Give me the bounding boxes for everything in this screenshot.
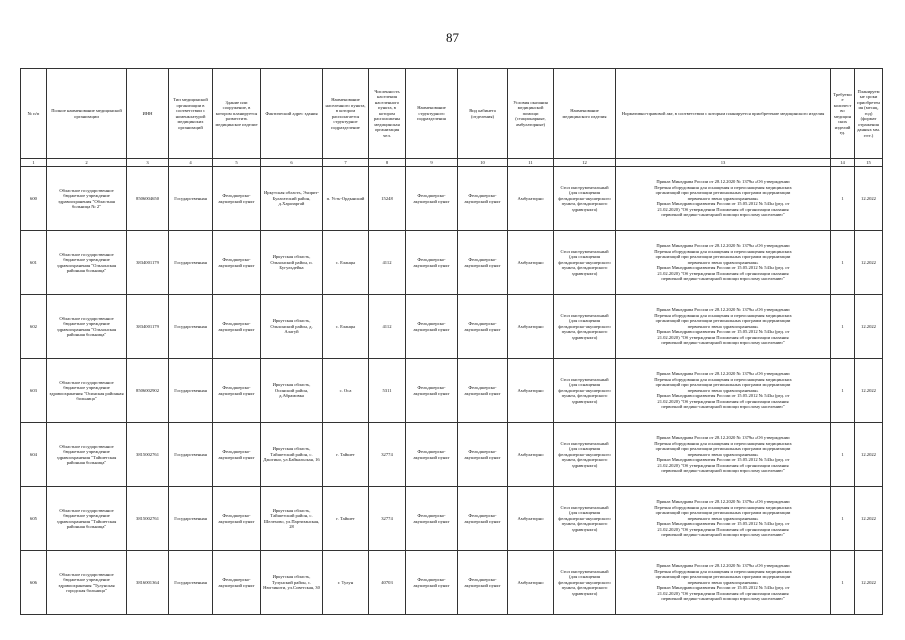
address-cell: Иркутская область, Эхирит-Булагатский район, д.Харазаргай [261,167,323,231]
legal-act-line: 21.02.2020) "Об утверждении Положения об организации оказания [657,270,789,276]
locality-cell: с. Еланцы [323,295,369,359]
population-cell: 40703 [369,551,406,615]
legal-act-line: Перечня оборудования для оснащения и переоснащения медицинских [654,248,792,254]
inn-cell: 8506004650 [127,167,169,231]
column-number: 3 [127,159,169,167]
legal-act-line: 21.02.2020) "Об утверждении Положения об организации оказания [657,206,789,212]
legal-act-line: организаций при реализации региональных программ модернизации [655,510,791,516]
organization-name: Областное государственное бюджетное учреждение здравоохранения "Ольхонская районная больница" [47,295,127,359]
legal-act-line: первичной медико-санитарной помощи взрослому населению" [661,468,785,474]
legal-act-line: Приказ Минздрава России от 28.12.2020 № 1379н «Об утверждении [656,435,790,441]
legal-act-line: 21.02.2020) "Об утверждении Положения об организации оказания [657,462,789,468]
legal-act-line: Приказ Минздрава России от 28.12.2020 № 1379н «Об утверждении [656,563,790,569]
legal-act-line: Приказ Минздравсоцразвития России от 15.05.2012 № 543н (ред. от [656,585,790,591]
table-row [21,487,883,551]
header-cell: Здание или сооружение, в котором планируется разместить медицинское изделие [213,69,261,159]
unit-cell: Фельдшерско-акушерский пункт [406,231,458,295]
address-cell: Иркутская область, Ольхонский район, д. Алагуй [261,295,323,359]
legal-act-line: Приказ Минздравсоцразвития России от 15.05.2012 № 543н (ред. от [656,265,790,271]
population-cell: 4112 [369,231,406,295]
column-number: 1 [21,159,47,167]
organization-type: Государственная [169,551,213,615]
address-cell: Иркутская область, Ольхонский район, п. Бугульдейка [261,231,323,295]
legal-act-line: Приказ Минздравсоцразвития России от 15.05.2012 № 543н (ред. от [656,457,790,463]
population-cell: 4112 [369,295,406,359]
address-cell: Иркутская область, Осинский район, д.Абрамовка [261,359,323,423]
legal-act-line: Перечня оборудования для оснащения и переоснащения медицинских [654,184,792,190]
inn-cell: 8506002902 [127,359,169,423]
legal-act-line: первичной медико-санитарной помощи взрослому населению" [661,340,785,346]
conditions-cell: Амбулаторно [508,551,554,615]
header-row [21,69,883,159]
organization-name: Областное государственное бюджетное учреждение здравоохранения "Тулунская городская больница" [47,551,127,615]
column-number: 11 [508,159,554,167]
term-cell: 12.2022 [855,487,883,551]
unit-cell: Фельдшерско-акушерский пункт [406,551,458,615]
legal-act-line: 21.02.2020) "Об утверждении Положения об организации оказания [657,398,789,404]
row-number: 603 [21,359,47,423]
device-cell: Стол инструментальный (для оснащения фельдшерско-акушерского пункта, фельдшерского здравпункта) [554,551,616,615]
legal-act-line: Перечня оборудования для оснащения и переоснащения медицинских [654,440,792,446]
legal-act-cell [616,167,831,231]
column-number: 5 [213,159,261,167]
legal-act-line: первичного звена здравоохранения» [687,451,759,457]
legal-act-line: Приказ Минздрава России от 28.12.2020 № 1379н «Об утверждении [656,243,790,249]
legal-act-cell [616,295,831,359]
locality-cell: с. Оса [323,359,369,423]
conditions-cell: Амбулаторно [508,423,554,487]
column-number: 13 [616,159,831,167]
unit-cell: Фельдшерско-акушерский пункт [406,359,458,423]
organization-name: Областное государственное бюджетное учреждение здравоохранения "Осинская районная больница" [47,359,127,423]
header-cell: Фактический адрес здания [261,69,323,159]
organization-name: Областное государственное бюджетное учреждение здравоохранения "Тайшетская районная больница" [47,487,127,551]
quantity-cell: 1 [831,487,855,551]
row-number: 604 [21,423,47,487]
device-cell: Стол инструментальный (для оснащения фельдшерско-акушерского пункта, фельдшерского здравпункта) [554,359,616,423]
legal-act-line: Приказ Минздрава России от 28.12.2020 № 1379н «Об утверждении [656,499,790,505]
building-cell: Фельдшерско-акушерский пункт [213,359,261,423]
header-cell: Численность населения населенного пункта, в котором расположены медицинская организация чел. [369,69,406,159]
building-cell: Фельдшерско-акушерский пункт [213,295,261,359]
header-cell: Планируемые сроки приобретения (месяц, год) (формат отражения данных мм. гггг.) [855,69,883,159]
legal-act-line: 21.02.2020) "Об утверждении Положения об организации оказания [657,526,789,532]
quantity-cell: 1 [831,423,855,487]
legal-act-line: организаций при реализации региональных программ модернизации [655,574,791,580]
row-number: 606 [21,551,47,615]
term-cell: 12.2022 [855,551,883,615]
header-cell: Полное наименование медицинской организации [47,69,127,159]
header-cell: Наименование медицинского изделия [554,69,616,159]
locality-cell: п. Усть-Ордынский [323,167,369,231]
organization-type: Государственная [169,231,213,295]
legal-act-line: первичного звена здравоохранения» [687,195,759,201]
population-cell: 5311 [369,359,406,423]
cabinet-cell: Фельдшерско-акушерский пункт [458,231,508,295]
legal-act-line: первичного звена здравоохранения» [687,387,759,393]
term-cell: 12.2022 [855,423,883,487]
legal-act-line: 21.02.2020) "Об утверждении Положения об организации оказания [657,334,789,340]
header-cell: Нормативно-правовой акт, в соответствии с которым планируется приобретение медицинского изделия [616,69,831,159]
legal-act-line: Приказ Минздравсоцразвития России от 15.05.2012 № 543н (ред. от [656,521,790,527]
column-number: 7 [323,159,369,167]
legal-act-line: организаций при реализации региональных программ модернизации [655,190,791,196]
conditions-cell: Амбулаторно [508,231,554,295]
organization-type: Государственная [169,359,213,423]
conditions-cell: Амбулаторно [508,295,554,359]
cabinet-cell: Фельдшерско-акушерский пункт [458,167,508,231]
population-cell: 32774 [369,487,406,551]
column-number: 14 [831,159,855,167]
unit-cell: Фельдшерско-акушерский пункт [406,423,458,487]
legal-act-line: первичного звена здравоохранения» [687,515,759,521]
row-number: 602 [21,295,47,359]
legal-act-line: организаций при реализации региональных программ модернизации [655,318,791,324]
legal-act-cell [616,231,831,295]
legal-act-line: организаций при реализации региональных программ модернизации [655,254,791,260]
inn-cell: 3816001364 [127,551,169,615]
address-cell: Иркутская область, Тулунский район, с. Нюгзиноти, ул.Советская, 30 [261,551,323,615]
population-cell: 32774 [369,423,406,487]
legal-act-line: Перечня оборудования для оснащения и переоснащения медицинских [654,568,792,574]
header-cell: Вид кабинета (отделения) [458,69,508,159]
legal-act-line: первичного звена здравоохранения» [687,259,759,265]
building-cell: Фельдшерско-акушерский пункт [213,551,261,615]
inn-cell: 3834001179 [127,295,169,359]
legal-act-line: первичного звена здравоохранения» [687,323,759,329]
row-number: 601 [21,231,47,295]
quantity-cell: 1 [831,167,855,231]
legal-act-line: Приказ Минздрава России от 28.12.2020 № 1379н «Об утверждении [656,307,790,313]
device-cell: Стол инструментальный (для оснащения фельдшерско-акушерского пункта, фельдшерского здравпункта) [554,487,616,551]
inn-cell: 3815002761 [127,487,169,551]
legal-act-line: Приказ Минздрава России от 28.12.2020 № 1379н «Об утверждении [656,179,790,185]
organization-name: Областное государственное бюджетное учреждение здравоохранения "Областная больница № 2" [47,167,127,231]
table-row [21,551,883,615]
legal-act-line: Перечня оборудования для оснащения и переоснащения медицинских [654,312,792,318]
legal-act-line: первичной медико-санитарной помощи взрослому населению" [661,404,785,410]
row-number: 605 [21,487,47,551]
device-cell: Стол инструментальный (для оснащения фельдшерско-акушерского пункта, фельдшерского здравпункта) [554,167,616,231]
header-cell: Тип медицинской организации в соответствии с номенклатурой медицинских организаций [169,69,213,159]
table-row [21,167,883,231]
cabinet-cell: Фельдшерско-акушерский пункт [458,295,508,359]
legal-act-line: первичной медико-санитарной помощи взрослому населению" [661,596,785,602]
header-cell: Наименование структурного подразделения [406,69,458,159]
address-cell: Иркутская область, Тайшетский район, с. Шелехово, ул.Партизанская, 28 [261,487,323,551]
column-number: 9 [406,159,458,167]
table-row [21,423,883,487]
building-cell: Фельдшерско-акушерский пункт [213,423,261,487]
cabinet-cell: Фельдшерско-акушерский пункт [458,359,508,423]
page-number: 87 [446,30,459,45]
legal-act-line: Перечня оборудования для оснащения и переоснащения медицинских [654,504,792,510]
legal-act-line: Приказ Минздрава России от 28.12.2020 № 1379н «Об утверждении [656,371,790,377]
legal-act-line: Приказ Минздравсоцразвития России от 15.05.2012 № 543н (ред. от [656,329,790,335]
column-number: 6 [261,159,323,167]
organization-type: Государственная [169,487,213,551]
legal-act-cell [616,359,831,423]
organization-type: Государственная [169,295,213,359]
legal-act-cell [616,487,831,551]
header-cell: Условия оказания медицинской помощи (стационарные, амбулаторные) [508,69,554,159]
legal-act-line: Приказ Минздравсоцразвития России от 15.05.2012 № 543н (ред. от [656,201,790,207]
conditions-cell: Амбулаторно [508,487,554,551]
equipment-register-table [20,68,883,615]
quantity-cell: 1 [831,359,855,423]
building-cell: Фельдшерско-акушерский пункт [213,487,261,551]
column-number: 15 [855,159,883,167]
unit-cell: Фельдшерско-акушерский пункт [406,295,458,359]
legal-act-line: Приказ Минздравсоцразвития России от 15.05.2012 № 543н (ред. от [656,393,790,399]
locality-cell: г. Тайшет [323,423,369,487]
unit-cell: Фельдшерско-акушерский пункт [406,487,458,551]
building-cell: Фельдшерско-акушерский пункт [213,231,261,295]
quantity-cell: 1 [831,295,855,359]
legal-act-line: первичного звена здравоохранения» [687,579,759,585]
table-row [21,295,883,359]
legal-act-cell [616,423,831,487]
legal-act-line: Перечня оборудования для оснащения и переоснащения медицинских [654,376,792,382]
population-cell: 15248 [369,167,406,231]
locality-cell: г. Тайшет [323,487,369,551]
header-cell: № п/п [21,69,47,159]
legal-act-line: организаций при реализации региональных программ модернизации [655,446,791,452]
column-number: 8 [369,159,406,167]
inn-cell: 3834001179 [127,231,169,295]
cabinet-cell: Фельдшерско-акушерский пункт [458,487,508,551]
column-number-row [21,159,883,167]
address-cell: Иркутская область, Тайшетский район, с. Джогино, ул.Байкальская, 16 [261,423,323,487]
column-number: 12 [554,159,616,167]
organization-name: Областное государственное бюджетное учреждение здравоохранения "Ольхонская районная больница" [47,231,127,295]
building-cell: Фельдшерско-акушерский пункт [213,167,261,231]
column-number: 10 [458,159,508,167]
conditions-cell: Амбулаторно [508,359,554,423]
legal-act-line: первичной медико-санитарной помощи взрослому населению" [661,212,785,218]
header-cell: Требуемое количество медицинских изделий ед. [831,69,855,159]
unit-cell: Фельдшерско-акушерский пункт [406,167,458,231]
organization-type: Государственная [169,423,213,487]
legal-act-line: организаций при реализации региональных программ модернизации [655,382,791,388]
organization-type: Государственная [169,167,213,231]
legal-act-line: первичной медико-санитарной помощи взрослому населению" [661,276,785,282]
legal-act-line: 21.02.2020) "Об утверждении Положения об организации оказания [657,590,789,596]
header-cell: Наименование населенного пункта, в котором располагается структурное подразделение [323,69,369,159]
term-cell: 12.2022 [855,167,883,231]
column-number: 2 [47,159,127,167]
cabinet-cell: Фельдшерско-акушерский пункт [458,423,508,487]
term-cell: 12.2022 [855,295,883,359]
inn-cell: 3815002761 [127,423,169,487]
locality-cell: с. Еланцы [323,231,369,295]
device-cell: Стол инструментальный (для оснащения фельдшерско-акушерского пункта, фельдшерского здравпункта) [554,423,616,487]
quantity-cell: 1 [831,551,855,615]
table-row [21,231,883,295]
quantity-cell: 1 [831,231,855,295]
column-number: 4 [169,159,213,167]
row-number: 600 [21,167,47,231]
cabinet-cell: Фельдшерско-акушерский пункт [458,551,508,615]
conditions-cell: Амбулаторно [508,167,554,231]
device-cell: Стол инструментальный (для оснащения фельдшерско-акушерского пункта, фельдшерского здравпункта) [554,295,616,359]
locality-cell: г. Тулун [323,551,369,615]
header-cell: ИНН [127,69,169,159]
organization-name: Областное государственное бюджетное учреждение здравоохранения "Тайшетская районная больница" [47,423,127,487]
legal-act-line: первичной медико-санитарной помощи взрослому населению" [661,532,785,538]
device-cell: Стол инструментальный (для оснащения фельдшерско-акушерского пункта, фельдшерского здравпункта) [554,231,616,295]
legal-act-cell [616,551,831,615]
term-cell: 12.2022 [855,359,883,423]
table-row [21,359,883,423]
term-cell: 12.2022 [855,231,883,295]
